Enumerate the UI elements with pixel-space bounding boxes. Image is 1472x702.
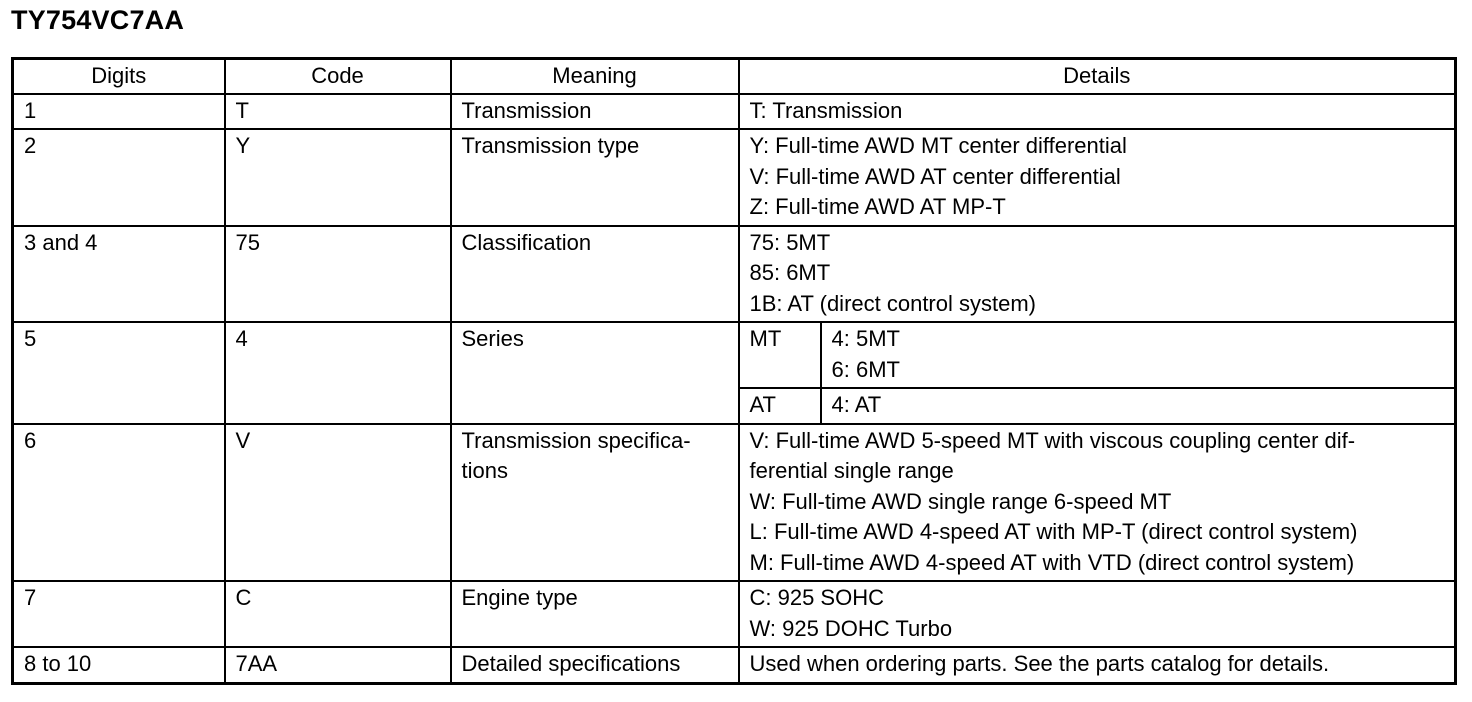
details-cell bbox=[739, 94, 1456, 130]
meaning-cell: Engine type bbox=[451, 581, 739, 647]
detail-line: 4: AT bbox=[831, 392, 882, 417]
header-digits: Digits bbox=[13, 59, 225, 94]
meaning-cell: Series bbox=[451, 322, 739, 424]
series-type: AT bbox=[740, 388, 821, 423]
detail-line: ferential single range bbox=[749, 458, 954, 483]
details-cell bbox=[739, 424, 1456, 582]
detail-line: T: Transmission bbox=[749, 97, 903, 123]
document-title: TY754VC7AA bbox=[11, 5, 185, 35]
detail-line: 85: 6MT bbox=[749, 260, 831, 285]
series-values bbox=[821, 323, 1455, 388]
header-details: Details bbox=[739, 59, 1456, 94]
code-cell: 75 bbox=[225, 226, 451, 323]
details-cell bbox=[739, 226, 1456, 323]
code-cell: 4 bbox=[225, 322, 451, 424]
series-type: MT bbox=[740, 323, 821, 388]
header-code: Code bbox=[225, 59, 451, 94]
table-row bbox=[13, 581, 1456, 647]
meaning-cell: Transmission bbox=[451, 94, 739, 130]
detail-line: 6: 6MT bbox=[831, 356, 900, 382]
detail-line: L: Full-time AWD 4-speed AT with MP-T (direct control system) bbox=[749, 519, 1358, 544]
detail-line: M: Full-time AWD 4-speed AT with VTD (direct control system) bbox=[749, 549, 1355, 575]
code-cell: V bbox=[225, 424, 451, 582]
digits-cell: 3 and 4 bbox=[13, 226, 225, 323]
detail-line: W: 925 DOHC Turbo bbox=[749, 615, 953, 641]
code-cell: T bbox=[225, 94, 451, 130]
detail-line: Z: Full-time AWD AT MP-T bbox=[749, 194, 1006, 219]
table-row bbox=[13, 322, 1456, 424]
digits-cell: 6 bbox=[13, 424, 225, 582]
header-meaning: Meaning bbox=[451, 59, 739, 94]
meaning-cell: Detailed specifications bbox=[451, 647, 739, 683]
details-cell bbox=[739, 647, 1456, 683]
code-cell: C bbox=[225, 581, 451, 647]
detail-line: 4: 5MT bbox=[831, 326, 900, 351]
series-subtable bbox=[740, 323, 1455, 423]
detail-line: 1B: AT (direct control system) bbox=[749, 290, 1036, 316]
detail-line: 75: 5MT bbox=[749, 229, 831, 255]
digits-cell: 8 to 10 bbox=[13, 647, 225, 683]
digits-cell: 7 bbox=[13, 581, 225, 647]
detail-line: V: Full-time AWD AT center differential bbox=[749, 163, 1121, 189]
details-cell bbox=[739, 129, 1456, 226]
series-row-at bbox=[740, 388, 1455, 423]
detail-line: V: Full-time AWD 5-speed MT with viscous coupling center dif- bbox=[749, 427, 1356, 453]
meaning-line: Transmission specifica- bbox=[461, 427, 691, 453]
code-cell: Y bbox=[225, 129, 451, 226]
meaning-line: tions bbox=[461, 458, 508, 483]
meaning-cell bbox=[451, 424, 739, 582]
details-cell bbox=[739, 581, 1456, 647]
code-table bbox=[11, 57, 1457, 685]
digits-cell: 2 bbox=[13, 129, 225, 226]
detail-line: Used when ordering parts. See the parts catalog for details. bbox=[749, 651, 1330, 676]
digits-cell: 5 bbox=[13, 322, 225, 424]
series-row-mt bbox=[740, 323, 1455, 388]
detail-line: C: 925 SOHC bbox=[749, 585, 884, 610]
table-row bbox=[13, 94, 1456, 130]
meaning-cell: Transmission type bbox=[451, 129, 739, 226]
series-values bbox=[821, 388, 1455, 423]
detail-line: Y: Full-time AWD MT center differential bbox=[749, 133, 1127, 158]
details-cell bbox=[739, 322, 1456, 424]
header-row bbox=[13, 59, 1456, 94]
table-row bbox=[13, 424, 1456, 582]
digits-cell: 1 bbox=[13, 94, 225, 130]
meaning-cell: Classification bbox=[451, 226, 739, 323]
detail-line: W: Full-time AWD single range 6-speed MT bbox=[749, 488, 1172, 514]
table-row bbox=[13, 647, 1456, 683]
table-row bbox=[13, 129, 1456, 226]
code-cell: 7AA bbox=[225, 647, 451, 683]
table-row bbox=[13, 226, 1456, 323]
